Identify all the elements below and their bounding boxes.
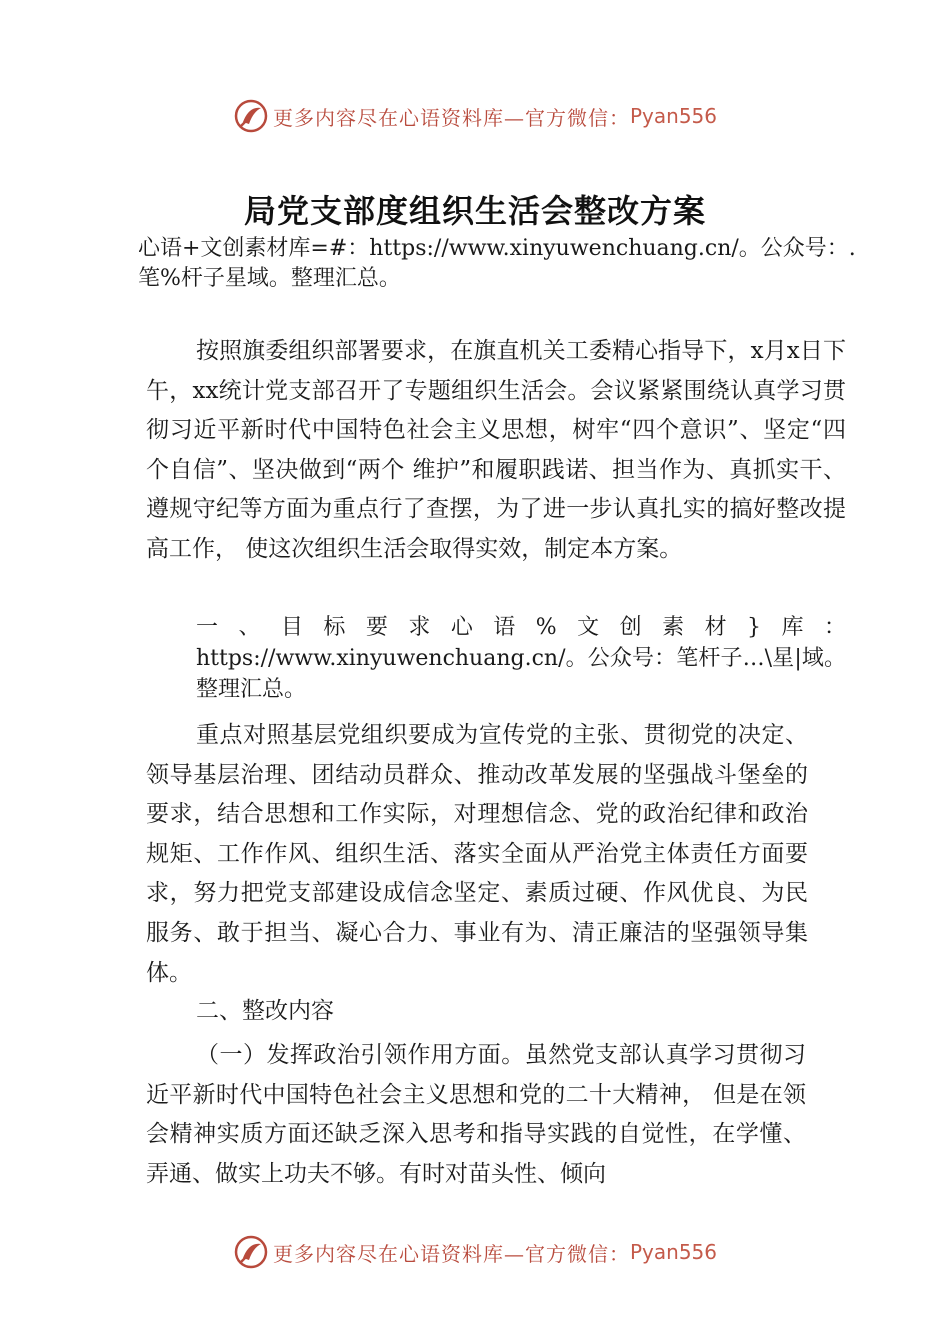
header-banner xyxy=(0,96,950,136)
section-heading-goals: 一、目标要求心语%文创素材}库：https://www.xinyuwenchuang.cn/。公众号：笔杆子…\星|域。整理汇总。 xyxy=(196,615,846,702)
brand-logo-icon xyxy=(233,98,269,134)
footer-banner xyxy=(0,1232,950,1272)
source-note: 心语+文创素材库=#：https://www.xinyuwenchuang.cn/。公众号：.笔%杆子星域。整理汇总。 xyxy=(138,236,856,291)
paragraph-intro: 按照旗委组织部署要求，在旗直机关工委精心指导下，x月x日下午，xx统计党支部召开了专题组织生活会。会议紧紧围绕认真学习贯彻习近平新时代中国特色社会主义思想，树牢“四个意识”、坚定“四个自信”、坚决做到“两个 维护”和履职践诺、担当作为、真抓实干、遵规守纪等方面为重点行了查摆，为了进一步认真扎实的搞好整改提高工作， 使这次组织生活会取得实效，制定本方案。 xyxy=(146,338,846,562)
banner-text: 更多内容尽在心语资料库—官方微信： xyxy=(272,1241,630,1266)
brand-logo-icon xyxy=(233,1234,269,1270)
document-title: 局党支部度组织生活会整改方案 xyxy=(243,192,706,230)
banner-wechat-id: Pyan556 xyxy=(629,1240,717,1264)
section-heading-content: 二、整改内容 xyxy=(196,998,334,1024)
paragraph-goals: 重点对照基层党组织要成为宣传党的主张、贯彻党的决定、领导基层治理、团结动员群众、推动改革发展的坚强战斗堡垒的要求，结合思想和工作实际，对理想信念、党的政治纪律和政治规矩、工作作风、组织生活、落实全面从严治党主体责任方面要求，努力把党支部建设成信念坚定、素质过硬、作风优良、为民服务、敢于担当、凝心合力、事业有为、清正廉洁的坚强领导集体。 xyxy=(146,722,808,986)
paragraph-political-leadership: （一）发挥政治引领作用方面。虽然党支部认真学习贯彻习近平新时代中国特色社会主义思想和党的二十大精神， 但是在领会精神实质方面还缺乏深入思考和指导实践的自觉性，在学懂、弄通、做实上功夫不够。有时对苗头性、倾向 xyxy=(146,1042,806,1187)
banner-text: 更多内容尽在心语资料库—官方微信： xyxy=(272,105,630,130)
banner-wechat-id: Pyan556 xyxy=(629,104,717,128)
